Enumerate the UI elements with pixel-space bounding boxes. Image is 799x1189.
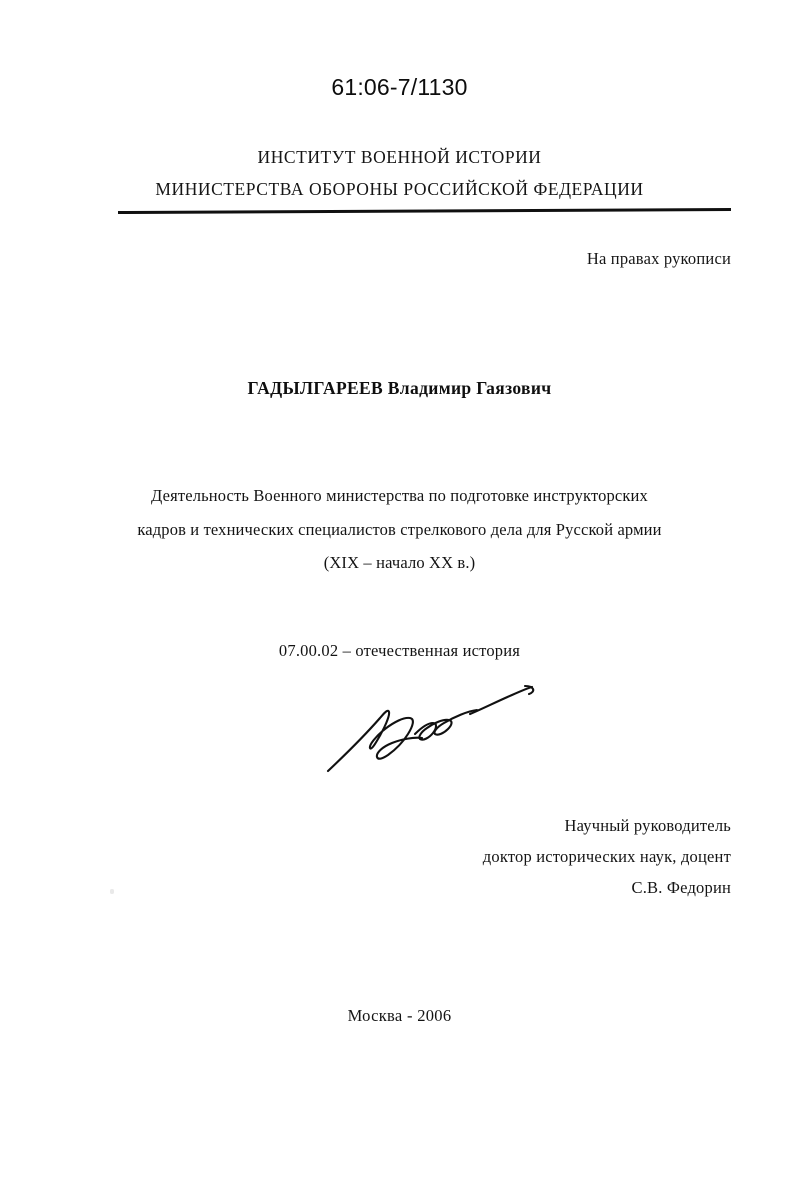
title-line-2: кадров и технических специалистов стрелкового дела для Русской армии	[137, 519, 662, 539]
dissertation-title	[0, 479, 799, 580]
supervisor-degree: доктор исторических наук, доцент	[482, 847, 731, 866]
supervisor-name: С.В. Федорин	[631, 878, 731, 897]
manuscript-rights-note: На правах рукописи	[586, 249, 731, 268]
institution-line-1: ИНСТИТУТ ВОЕННОЙ ИСТОРИИ	[257, 147, 542, 167]
header-divider-rule	[118, 208, 731, 214]
call-number: 61:06-7/1130	[331, 74, 468, 100]
supervisor-role: Научный руководитель	[564, 816, 731, 835]
scan-artifact-speck	[110, 889, 114, 894]
specialty-code: 07.00.02 – отечественная история	[278, 641, 521, 660]
title-line-3: (XIX – начало XX в.)	[323, 553, 476, 572]
place-and-year: Москва - 2006	[347, 1006, 452, 1025]
institution-header	[0, 141, 799, 205]
handwritten-signature-icon	[322, 676, 548, 776]
author-name: ГАДЫЛГАРЕЕВ Владимир Гаязович	[247, 378, 552, 398]
title-line-1: Деятельность Военного министерства по подготовке инструкторских	[151, 486, 648, 505]
institution-line-2: МИНИСТЕРСТВА ОБОРОНЫ РОССИЙСКОЙ ФЕДЕРАЦИИ	[155, 179, 644, 199]
